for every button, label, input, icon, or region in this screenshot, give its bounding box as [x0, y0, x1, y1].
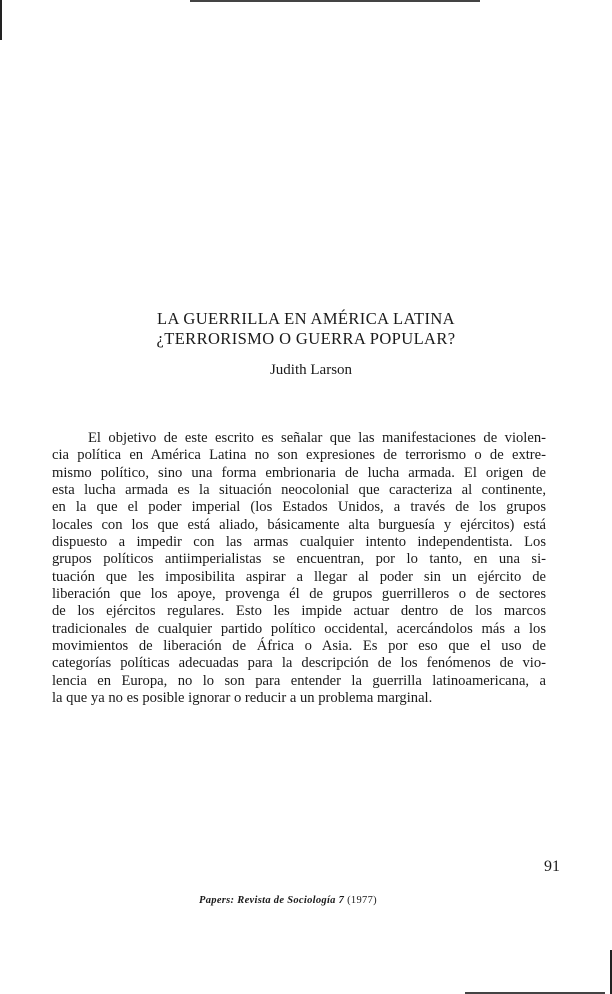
text-line: categorías políticas adecuadas para la descripción de los fenómenos de vio-: [52, 655, 546, 672]
title-line-2: ¿TERRORISMO O GUERRA POPULAR?: [156, 329, 456, 348]
text-line: lencia en Europa, no lo son para entender la guerrilla latinoamericana, a: [52, 672, 546, 689]
text-line: locales con los que está aliado, básicamente alta burguesía y ejércitos) está: [52, 516, 546, 533]
text-line: la que ya no es posible ignorar o reducir a un problema marginal.: [52, 690, 433, 707]
text-line: cia política en América Latina no son expresiones de terrorismo o de extre-: [52, 447, 546, 464]
text-line: dispuesto a impedir con las armas cualquier intento independentista. Los: [52, 534, 546, 551]
text-line: El objetivo de este escrito es señalar que las manifestaciones de violen-: [88, 430, 546, 446]
text-line: tuación que les imposibilita aspirar a llegar al poder sin un ejército de: [52, 568, 546, 585]
scan-edge-left: [0, 0, 2, 40]
text-line: en la que el poder imperial (los Estados Unidos, a través de los grupos: [52, 499, 546, 516]
scan-edge-top: [190, 0, 480, 2]
page-number: 91: [544, 858, 560, 875]
journal-footer: [199, 895, 377, 906]
title-line-1: LA GUERRILLA EN AMÉRICA LATINA: [157, 309, 455, 328]
text-line: de los ejércitos regulares. Esto les impide actuar dentro de los marcos: [52, 603, 546, 620]
text-line: esta lucha armada es la situación neocolonial que caracteriza al continente,: [52, 482, 546, 499]
footer-journal: Papers: Revista de Sociología 7: [199, 895, 345, 906]
text-line: liberación que los apoye, provenga él de grupos guerrilleros o de sectores: [52, 586, 546, 603]
text-line: grupos políticos antiimperialistas se encuentran, por lo tanto, en una si-: [52, 551, 546, 568]
footer-year: (1977): [347, 895, 377, 906]
author-name: Judith Larson: [269, 362, 353, 378]
text-line: mismo político, sino una forma embrionaria de lucha armada. El origen de: [52, 464, 546, 481]
abstract-paragraph: [52, 430, 546, 708]
text-line: movimientos de liberación de África o Asia. Es por eso que el uso de: [52, 638, 546, 655]
article-title: [0, 309, 612, 349]
text-line: tradicionales de cualquier partido político occidental, acercándolos más a los: [52, 620, 546, 637]
